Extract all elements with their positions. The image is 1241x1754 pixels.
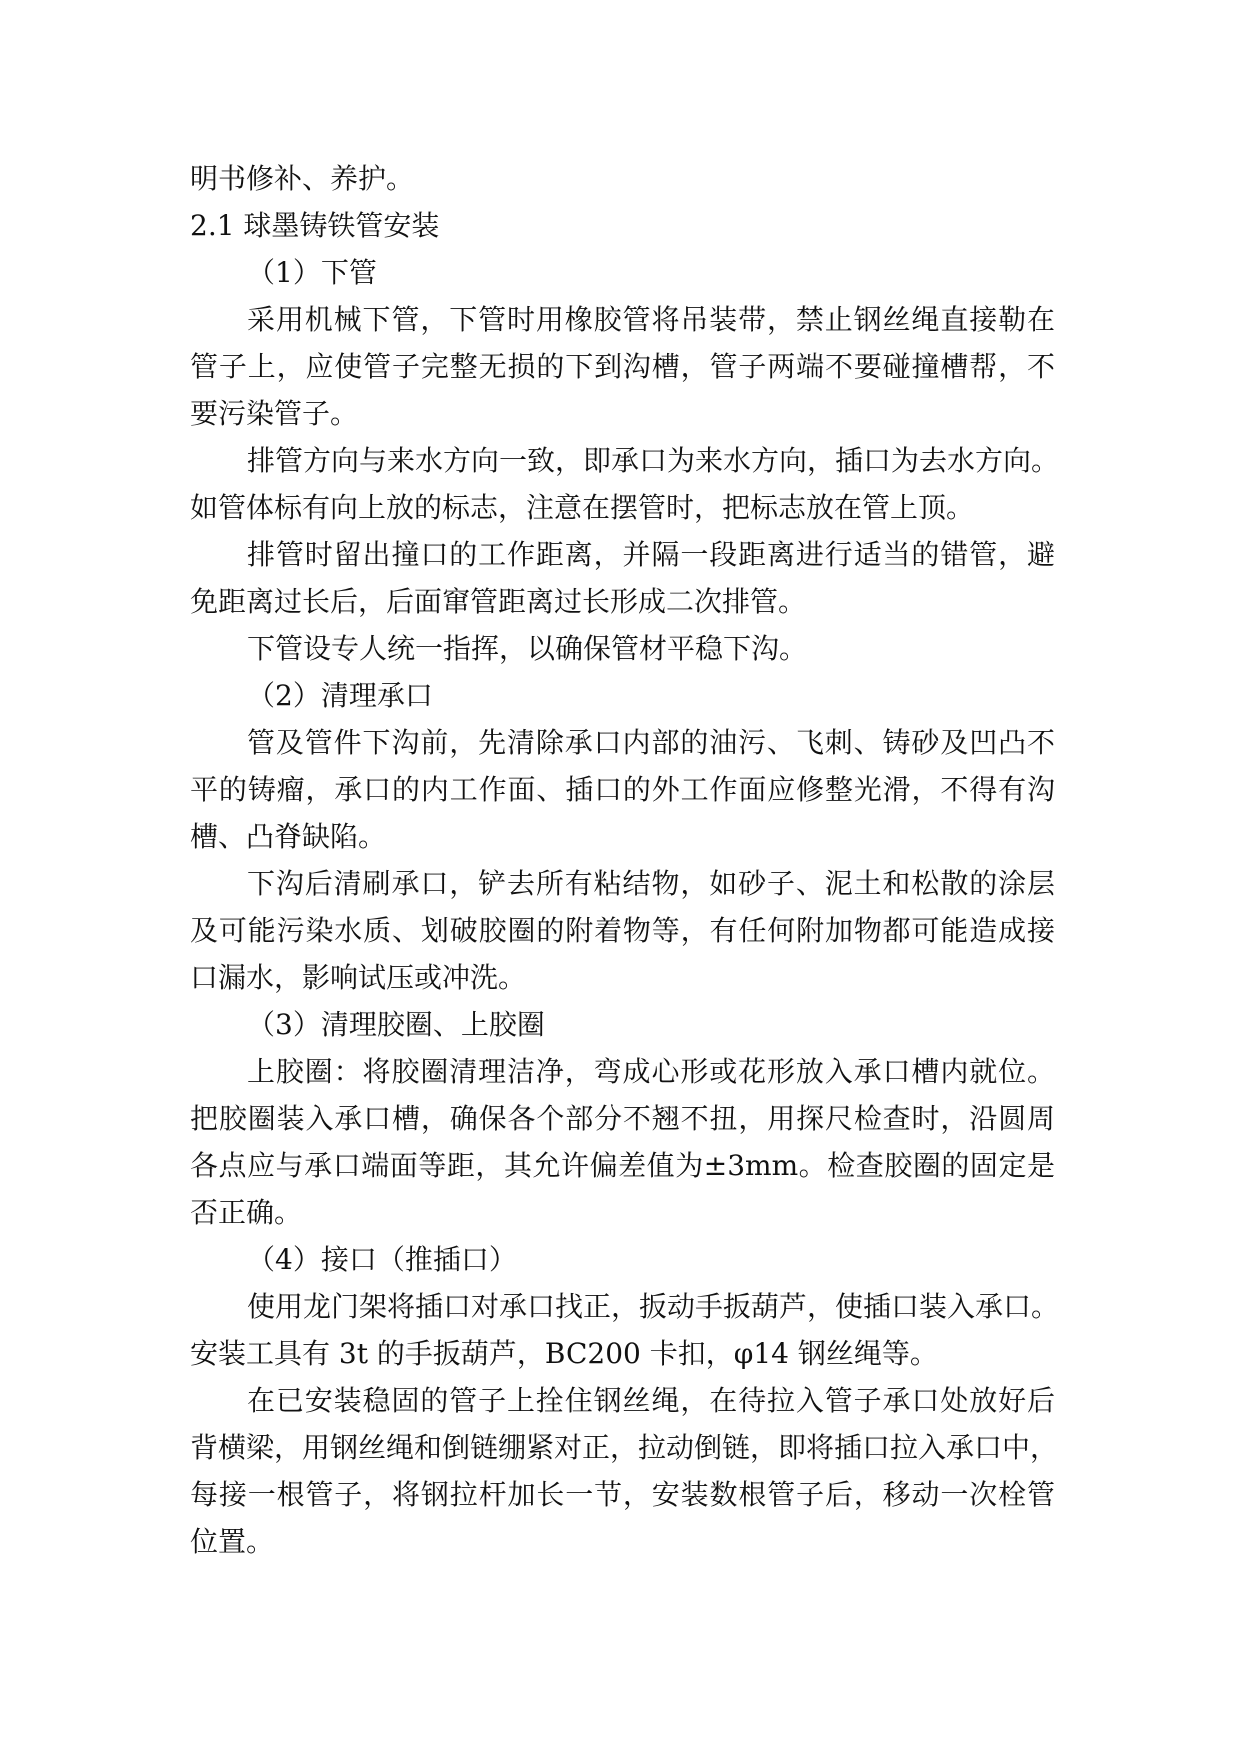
text-line: 口漏水，影响试压或冲洗。 <box>190 961 527 994</box>
text-line: 把胶圈装入承口槽，确保各个部分不翘不扭，用探尺检查时，沿圆周 <box>190 1102 1055 1135</box>
text-line: 及可能污染水质、划破胶圈的附着物等，有任何附加物都可能造成接 <box>190 914 1055 947</box>
text-line: 采用机械下管，下管时用橡胶管将吊装带，禁止钢丝绳直接勒在 <box>247 303 1055 336</box>
text-line: 要污染管子。 <box>190 397 359 430</box>
text-line: 否正确。 <box>190 1196 303 1229</box>
text-line: 背横梁，用钢丝绳和倒链绷紧对正，拉动倒链，即将插口拉入承口中， <box>190 1431 1059 1464</box>
text-line: 明书修补、养护。 <box>190 162 415 195</box>
text-line: 位置。 <box>190 1525 275 1558</box>
subsection-heading: （4）接口（推插口） <box>247 1243 517 1276</box>
text-line: 槽、凸脊缺陷。 <box>190 820 387 853</box>
text-line: 如管体标有向上放的标志，注意在摆管时，把标志放在管上顶。 <box>190 491 975 524</box>
subsection-heading: （3）清理胶圈、上胶圈 <box>247 1008 545 1041</box>
text-line: 各点应与承口端面等距，其允许偏差值为±3mm。检查胶圈的固定是 <box>190 1149 1055 1182</box>
text-line: 免距离过长后，后面窜管距离过长形成二次排管。 <box>190 585 807 618</box>
text-line: 排管时留出撞口的工作距离，并隔一段距离进行适当的错管，避 <box>247 538 1055 571</box>
text-line: 在已安装稳固的管子上拴住钢丝绳，在待拉入管子承口处放好后 <box>247 1384 1055 1417</box>
text-line: 每接一根管子，将钢拉杆加长一节，安装数根管子后，移动一次栓管 <box>190 1478 1055 1511</box>
section-heading: 2.1 球墨铸铁管安装 <box>190 209 440 242</box>
text-line: 使用龙门架将插口对承口找正，扳动手扳葫芦，使插口装入承口。 <box>247 1290 1060 1323</box>
text-line: 管子上，应使管子完整无损的下到沟槽，管子两端不要碰撞槽帮，不 <box>190 350 1055 383</box>
text-line: 安装工具有 3t 的手扳葫芦，BC200 卡扣，φ14 钢丝绳等。 <box>190 1337 938 1370</box>
subsection-heading: （1）下管 <box>247 256 377 289</box>
text-line: 排管方向与来水方向一致，即承口为来水方向，插口为去水方向。 <box>247 444 1060 477</box>
text-line: 下沟后清刷承口，铲去所有粘结物，如砂子、泥土和松散的涂层 <box>247 867 1055 900</box>
text-line: 上胶圈：将胶圈清理洁净，弯成心形或花形放入承口槽内就位。 <box>247 1055 1055 1088</box>
text-line: 平的铸瘤，承口的内工作面、插口的外工作面应修整光滑，不得有沟 <box>190 773 1055 806</box>
text-line: 管及管件下沟前，先清除承口内部的油污、飞刺、铸砂及凹凸不 <box>247 726 1055 759</box>
text-line: 下管设专人统一指挥，以确保管材平稳下沟。 <box>247 632 808 665</box>
subsection-heading: （2）清理承口 <box>247 679 433 712</box>
